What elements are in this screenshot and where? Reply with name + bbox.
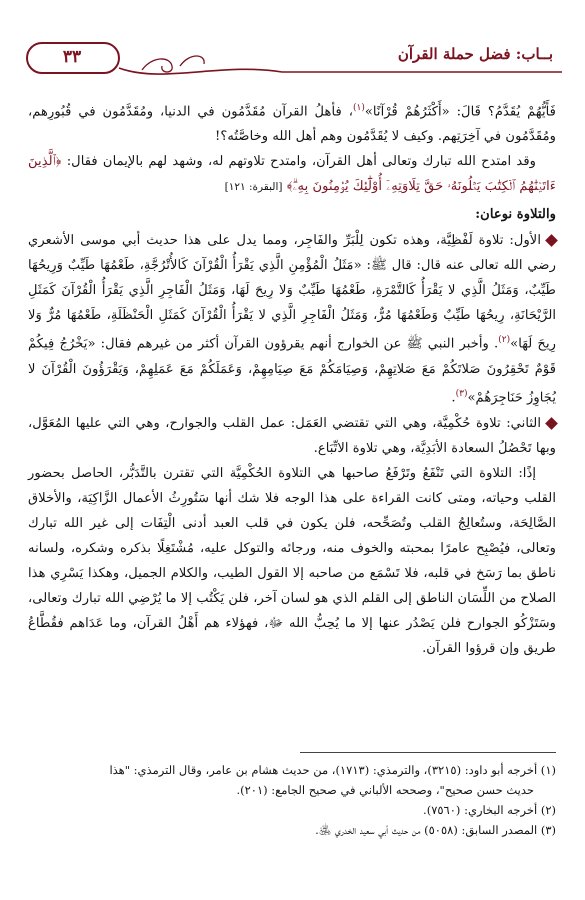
first-type-text: الأول: تلاوة لَفْظِيَّة، وهذه تكون لِلْبَرِّ والفَاجِر، ومما يدل على هذا حديث أبي موسى الأشعري رضي الله تعالى عنه قال: قال ﷺ: «مَثَلُ الْمُؤْمِنِ الَّذِي يَقْرَأُ الْقُرْآنَ كَالأُتْرُجَّةِ، طَعْمُهَا طَيِّبٌ وَرِيحُهَا طَيِّبٌ، وَمَثَلُ الَّذِي لا يَقْرَأُ كَالتَّمْرَةِ، طَعْمُهَا طَيِّبٌ وَلا رِيحَ لَهَا، وَمَثَلُ الْفَاجِرِ الَّذِي يَقْرَأُ الْقُرْآنَ كَمَثَلِ الرَّيْحَانَةِ، رِيحُهَا طَيِّبٌ وَطَعْمُهَا مُرٌّ، وَمَثَلُ الْفَاجِرِ الَّذِي لا يَقْرَأُ الْقُرْآنَ كَمَثَلِ الْحَنْظَلَةِ، طَعْمُهَا مُرٌّ وَلا رِيحَ لَهَا» bbox=[28, 233, 556, 352]
page-header bbox=[22, 40, 567, 80]
first-type-continued: . وأخبر النبي ﷺ عن الخوارج أنهم يقرؤون القرآن أكثر من غيرهم فقال: «يَخْرُجُ فِيكُمْ قَوْمٌ تَحْقِرُونَ صَلاتَكُمْ مَعَ صَلاتِهِمْ، وَصِيَامَكُمْ مَعَ صِيَامِهِمْ، وَعَمَلَكُمْ مَعَ عَمَلِهِمْ، وَيَقْرَؤُونَ الْقُرْآنَ لا يُجَاوِزُ حَنَاجِرَهُمْ» bbox=[28, 336, 556, 406]
footnotes bbox=[28, 760, 556, 840]
paragraph-1-continued: ، فأهلُ القرآن مُقَدَّمُون في الدنيا، ومُقَدَّمُون في قُبُورِهم، ومُقَدَّمُون في آخِرَتِهم. وكيف لا يُقَدَّمُون وهم أهل الله وخاصَّتُه؟! bbox=[28, 104, 556, 145]
paragraph-1 bbox=[28, 96, 556, 149]
section-heading: والتلاوة نوعان: bbox=[475, 207, 556, 223]
diamond-bullet-icon bbox=[545, 417, 558, 430]
paragraph-2-text: وقد امتدح الله تبارك وتعالى أهل القرآن، وامتدح تلاوتهم له، وشهد لهم بالإيمان فقال: bbox=[66, 154, 537, 170]
footnote-1: (١) أخرجه أبو داود: (٣٢١٥)، والترمذي: (١٧١٣)، من حديث هشام بن عامر، وقال الترمذي: "هذا bbox=[109, 763, 556, 777]
footnote-ref-2[interactable]: (٢) bbox=[498, 335, 511, 346]
page-number: ٣٣ bbox=[62, 47, 82, 67]
footnote-2: (٢) أخرجه البخاري: (٧٥٦٠). bbox=[423, 803, 556, 817]
footnote-3: (٣) المصدر السابق: (٥٠٥٨) من حديث أبي سعيد الخدري ﵁. bbox=[315, 823, 556, 837]
running-title: بــاب: فضل حملة القرآن bbox=[397, 45, 553, 63]
second-type-text: الثاني: تلاوة حُكْمِيَّة، وهي التي تقتضي العَمَل: عمل القلب والجوارح، وهي التي عليها المُعَوَّل، وبها تَحْصُلُ السعادة الأبَدِيَّة، وهي تلاوة الاتِّبَاع. bbox=[28, 416, 556, 457]
first-type: الأول: تلاوة لَفْظِيَّة، وهذه تكون لِلْبَرِّ والفَاجِر، ومما يدل على هذا حديث أبي موسى الأشعري رضي الله تعالى عنه قال: قال ﷺ: «مَثَلُ الْمُؤْمِنِ الَّذِي يَقْرَأُ الْقُرْآنَ كَالأُتْرُجَّةِ، طَعْمُهَا طَيِّبٌ وَرِيحُهَا طَيِّبٌ، وَمَثَلُ الَّذِي لا يَقْرَأُ كَالتَّمْرَةِ، طَعْمُهَا طَيِّبٌ وَلا رِيحَ لَهَا، وَمَثَلُ الْفَاجِرِ الَّذِي يَقْرَأُ الْقُرْآنَ كَمَثَلِ الرَّيْحَانَةِ، رِيحُهَا طَيِّبٌ وَطَعْمُهَا مُرٌّ، وَمَثَلُ الْفَاجِرِ الَّذِي لا يَقْرَأُ الْقُرْآنَ كَمَثَلِ الْحَنْظَلَةِ، طَعْمُهَا مُرٌّ وَلا رِيحَ لَهَا»$^{(٢)}$. وأخبر النبي ﷺ عن الخوارج أنهم يقرؤون القرآن أكثر من غيرهم فقال: «يَخْرُجُ فِيكُمْ قَوْمٌ تَحْقِرُونَ صَلاتَكُمْ مَعَ صَلاتِهِمْ، وَصِيَامَكُمْ مَعَ صِيَامِهِمْ، وَعَمَلَكُمْ مَعَ عَمَلِهِمْ، وَيَقْرَؤُونَ الْقُرْآنَ لا يُجَاوِزُ حَنَاجِرَهُمْ»$^{(٣)}$. bbox=[28, 233, 556, 406]
footnote-ref-1[interactable]: (١) bbox=[352, 103, 365, 113]
verse-reference: [البقرة: ١٢١] bbox=[224, 181, 283, 194]
second-type bbox=[28, 411, 556, 461]
footnote-separator bbox=[300, 752, 556, 753]
diamond-bullet-icon bbox=[545, 235, 558, 248]
paragraph-2 bbox=[28, 149, 556, 200]
main-text bbox=[28, 96, 556, 661]
paragraph-3: إذًا: التلاوة التي تَنْفَعُ وتَرْفَعُ صاحبها هي التلاوة الحُكْمِيَّة التي تقترن بالتَّدَبُّر، الحاصل بحضور القلب وحياته، ومتى كانت القراءة على هذا الوجه فلا شك أنها سَتُورِثُ الأعمال الزَّاكِيَة، والأخلاق الصَّالِحَة، وستُعالِجُ القلب وتُصَحِّحه، فلن يكون في قلب العبد أدنى الْتِفَات إلى غير الله تبارك وتعالى، فيُصْبِح عامرًا بمحبته والخوف منه، ورجائه والتوكل عليه، مُشْتَغِلًا بذكره وشكره، ولسانه ناطق بما رَسَخ في قلبه، فلا تَسْمَع من صاحبه إلا القول الطيب، والكلام الجميل، وهكذا يَسْرِي هذا الصلاح من اللِّسَان الناطق إلى القلم الذي هو لسان آخر، فلن يَكْتُب إلا ما يُرْضِي الله تبارك وتعالى، وسَتَزْكُو الجوارح فلن يَصْدُر عنها إلا ما يُحِبُّ الله ﷻ، فهؤلاء هم أَهْلُ القرآن، وما عَدَاهم فقُطَّاعُ طريق وإن قرؤوا القرآن. bbox=[28, 466, 556, 657]
quran-verse: ﴿ٱلَّذِينَ ءَاتَيۡنَٰهُمُ ٱلۡكِتَٰبَ يَتۡلُونَهُۥ حَقَّ تِلَاوَتِهِۦٓ أُوْلَٰٓئِكَ يُؤۡمِنُونَ بِهِۦۗ﴾ bbox=[28, 154, 556, 195]
footnote-1-continued: حديث حسن صحيح"، وصححه الألباني في صحيح الجامع: (٢٠١). bbox=[236, 783, 534, 797]
paragraph-1-text: فَأَيُّهُمْ يُقَدَّمُ؟ قَالَ: «أَكْثَرُهُمْ قُرْآنًا» bbox=[364, 104, 556, 120]
footnote-ref-3[interactable]: (٣) bbox=[455, 388, 468, 399]
